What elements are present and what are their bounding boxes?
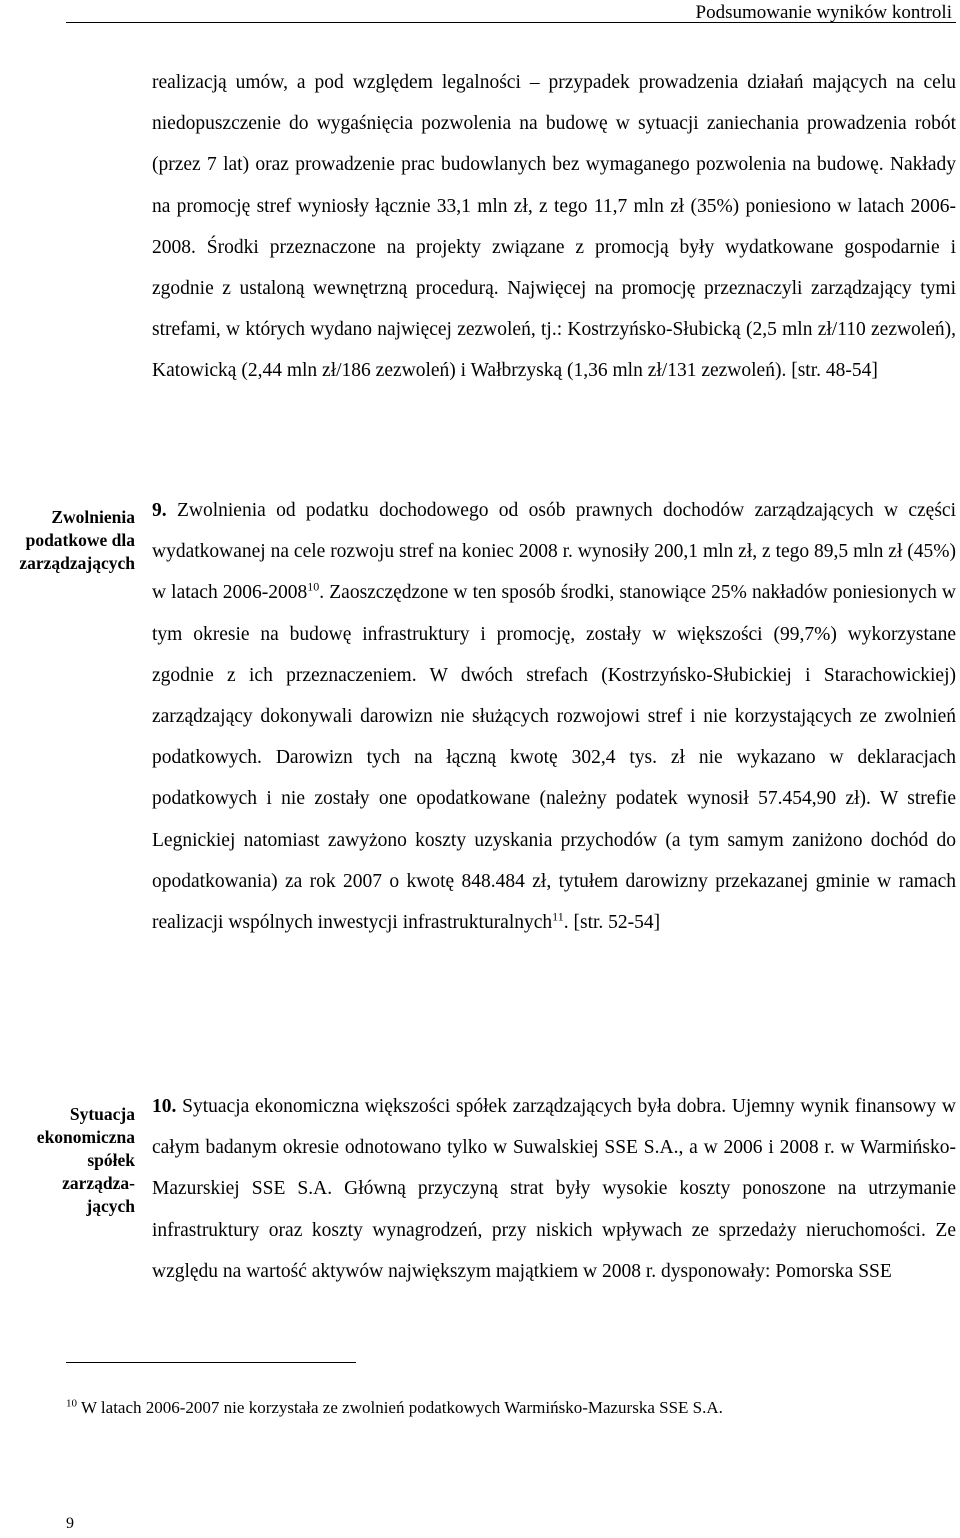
footnote-text: W latach 2006-2007 nie korzystała ze zwolnień podatkowych Warmińsko-Mazurska SSE S.A. — [77, 1398, 723, 1417]
side-note-line: jących — [86, 1196, 135, 1216]
side-note-economic-situation — [0, 1103, 135, 1218]
side-note-tax-exemptions — [0, 506, 135, 575]
side-note-line: spółek — [87, 1150, 135, 1170]
running-header-title: Podsumowanie wyników kontroli — [695, 2, 952, 23]
side-note-line: ekonomiczna — [36, 1127, 135, 1147]
paragraph-text: realizacją umów, a pod względem legalności – przypadek prowadzenia działań mających na celu niedopuszczenie do wygaśnięcia pozwolenia na budowę w sytuacji zaniechania prowadzenia robót (przez 7 lat) oraz prowadzenie prac budowlanych bez wymaganego pozwolenia na budowę. Nakłady na promocję stref wyniosły łącznie 33,1 mln zł, z tego 11,7 mln zł (35%) poniesiono w latach 2006-2008. Środki przeznaczone na projekty związane z promocją były wydatkowane gospodarnie i zgodnie z ustaloną wewnętrzną procedurą. Najwięcej na promocję przeznaczyli zarządzający tymi strefami, w których wydano najwięcej zezwoleń, tj.: Kostrzyńsko-Słubicką (2,5 mln zł/110 zezwoleń), Katowicką (2,44 mln zł/186 zezwoleń) i Wałbrzyską (1,36 mln zł/131 zezwoleń). [str. 48-54] — [152, 72, 956, 382]
paragraph-number: 10. — [152, 1096, 177, 1117]
paragraph-promotion — [152, 62, 956, 392]
footnote — [66, 1398, 723, 1418]
side-note-line: Zwolnienia — [51, 507, 135, 527]
paragraph-text: Zwolnienia od podatku dochodowego od osób prawnych dochodów zarządzających w części wydatkowanej na cele rozwoju stref na koniec 2008 r. wynosiły 200,1 mln zł, z tego 89,5 mln zł (45%) w latach 2006-2008 — [152, 500, 956, 604]
page-number: 9 — [66, 1515, 74, 1532]
paragraph-9-body — [152, 490, 956, 943]
side-note-line: podatkowe dla — [25, 530, 135, 550]
footnote-ref: 11 — [552, 909, 564, 924]
paragraph-10 — [152, 1086, 956, 1292]
side-note-line: zarządzających — [19, 553, 135, 573]
side-note-line: zarządza- — [62, 1173, 135, 1193]
paragraph-10-body — [152, 1086, 956, 1292]
paragraph-9 — [152, 490, 956, 943]
page-header — [66, 0, 956, 23]
footnote-ref: 10 — [307, 579, 320, 594]
footnote-separator — [66, 1362, 356, 1363]
paragraph-text: . [str. 52-54] — [563, 912, 661, 934]
paragraph-number: 9. — [152, 500, 167, 521]
footnote-number: 10 — [66, 1397, 77, 1410]
side-note-line: Sytuacja — [69, 1104, 135, 1124]
paragraph-text: Sytuacja ekonomiczna większości spółek zarządzających była dobra. Ujemny wynik finansowy w całym badanym okresie odnotowano tylko w Suwalskiej SSE S.A., a w 2006 i 2008 r. w Warmińsko-Mazurskiej SSE S.A. Główną przyczyną strat były wysokie koszty ponoszone na utrzymanie infrastruktury oraz koszty wynagrodzeń, przy niskich wpływach ze sprzedaży nieruchomości. Ze względu na wartość aktywów największym majątkiem w 2008 r. dysponowały: Pomorska SSE — [152, 1096, 956, 1282]
paragraph-text: . Zaoszczędzone w ten sposób środki, stanowiące 25% nakładów poniesionych w tym okresie na budowę infrastruktury i promocję, zostały w większości (99,7%) wykorzystane zgodnie z ich przeznaczeniem. W dwóch strefach (Kostrzyńsko-Słubickiej i Starachowickiej) zarządzający dokonywali darowizn nie służących rozwojowi stref i nie korzystających ze zwolnień podatkowych. Darowizn tych na łączną kwotę 302,4 tys. zł nie wykazano w deklaracjach podatkowych i nie zostały one opodatkowane (należny podatek wynosił 57.454,90 zł). W strefie Legnickiej natomiast zawyżono koszty uzyskania przychodów (a tym samym zaniżono dochód do opodatkowania) za rok 2007 o kwotę 848.484 zł, tytułem darowizny przekazanej gminie w ramach realizacji wspólnych inwestycji infrastrukturalnych — [152, 582, 956, 934]
